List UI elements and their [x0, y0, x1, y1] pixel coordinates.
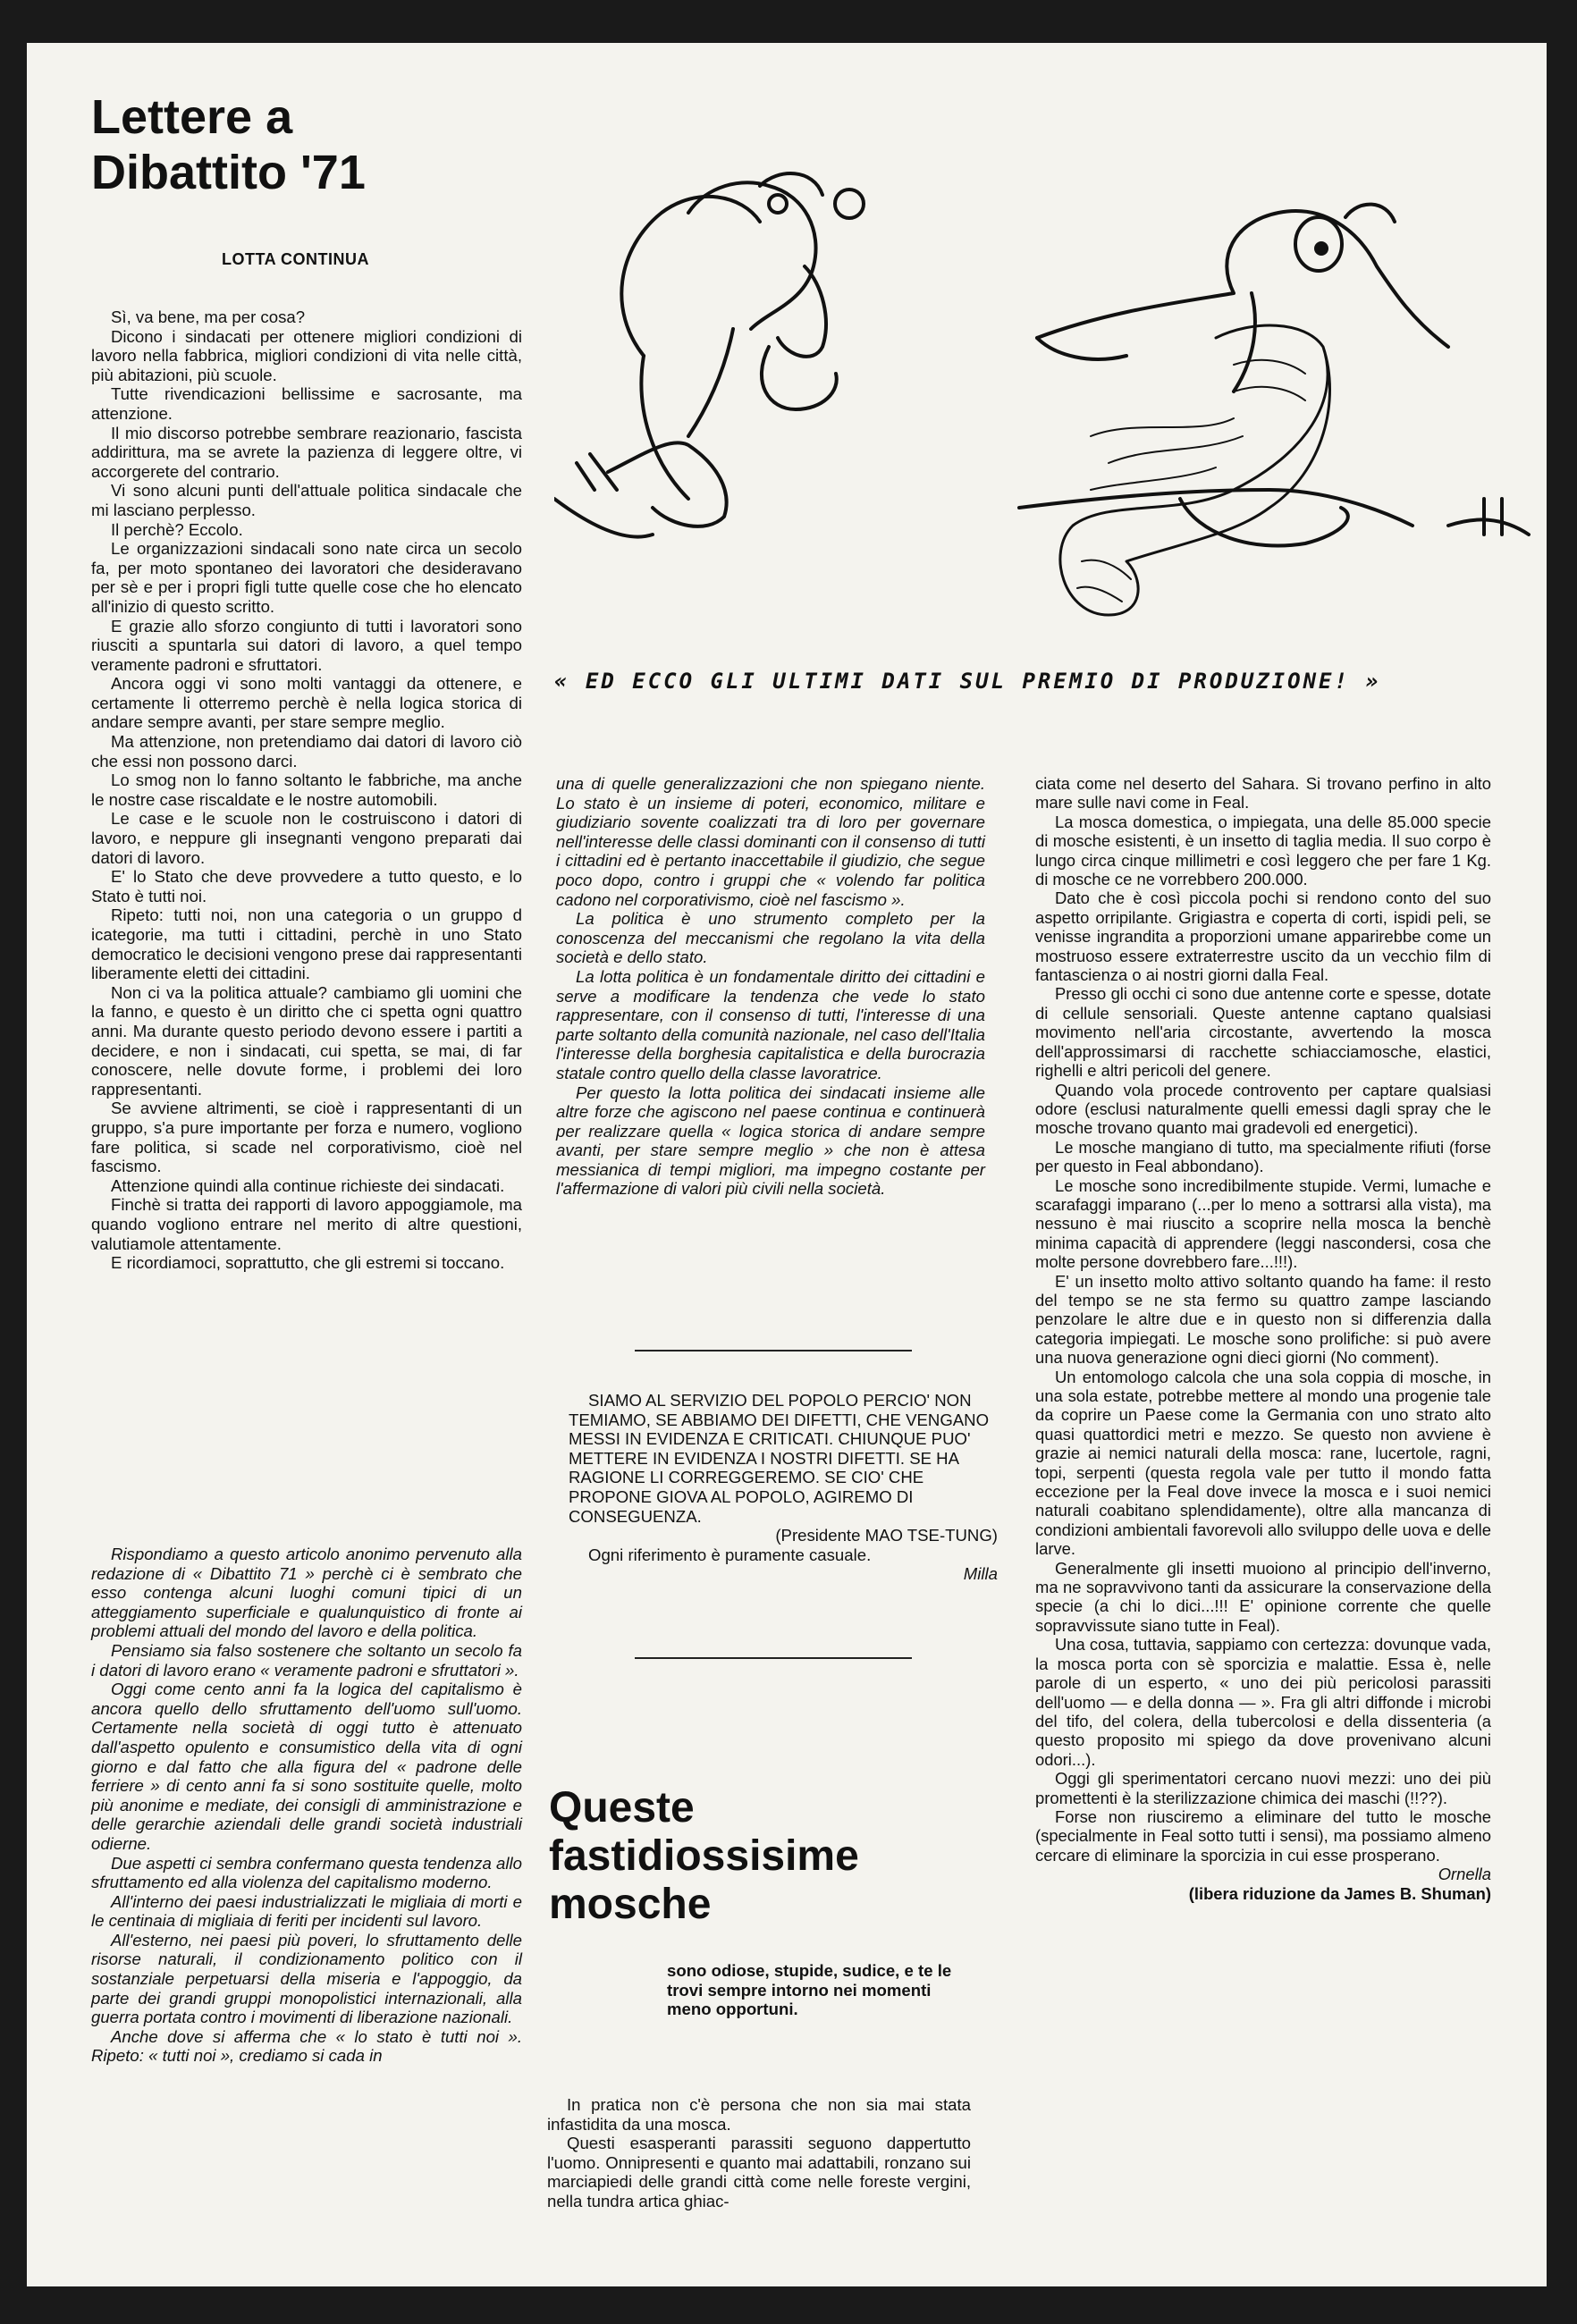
paragraph: Lo smog non lo fanno soltanto le fabbriche, ma anche le nostre case riscaldate e le nostre automobili. [91, 770, 522, 809]
paragraph: Per questo la lotta politica dei sindacati insieme alle altre forze che agiscono nel paese continua e continuerà per realizzare quella « logica storica di andare sempre avanti, per stare sempre meglio » che non è attesa messianica di tempi migliori, ma impegno costante per l'affermazione di valori più civili nella società. [556, 1082, 985, 1199]
paragraph: Quando vola procede controvento per captare qualsiasi odore (esclusi naturalmente quelli emessi dagli spray che le mosche trovano quanto mai gradevoli ed energetici). [1035, 1080, 1491, 1138]
paragraph: una di quelle generalizzazioni che non spiegano niente. Lo stato è un insieme di poteri, economico, militare e giudiziario sovente coalizzati tra di loro per governare nell'interesse delle classi dominanti con il consenso di tutti i cittadini ed è pertanto inaccettabile il giudizio, che segue poco dopo, contro i gruppi che « volendo far politica cadono nel corporativismo, cioè nel fascismo ». [556, 774, 985, 909]
paragraph: In pratica non c'è persona che non sia mai stata infastidita da una mosca. [547, 2095, 971, 2134]
paragraph: Oggi come cento anni fa la logica del capitalismo è ancora quello dello sfruttamento dell'uomo sull'uomo. Certamente nella società di oggi tutto è attenuato dall'aspetto opulento e consumistico della vita di ogni giorno e dal fatto che alla figura del « padrone delle ferriere » di cento anni fa si sono sostituite quelle, molto più anonime e mediate, dei consigli di amministrazione e delle gerarchie aziendali delle grandi società industriali odierne. [91, 1680, 522, 1853]
paragraph: La politica è uno strumento completo per la conoscenza del meccanismi che regolano la vita della società e dello stato. [556, 909, 985, 967]
paragraph: Dicono i sindacati per ottenere migliori condizioni di lavoro nella fabbrica, migliori condizioni di vita nelle città, più abitazioni, più scuole. [91, 326, 522, 384]
paragraph: Le mosche mangiano di tutto, ma specialmente rifiuti (forse per questo in Feal abbondano). [1035, 1137, 1491, 1176]
article-lede: sono odiose, stupide, sudice, e te le trovi sempre intorno nei momenti meno opportuni. [667, 1961, 952, 2019]
paragraph: Le case e le scuole non le costruiscono i datori di lavoro, e neppure gli insegnanti vengono preparati dai datori di lavoro. [91, 809, 522, 867]
paragraph: Forse non riusciremo a eliminare del tutto le mosche (specialmente in Feal sotto tutti i sensi), ma possiamo almeno cercare di eliminare la sporcizia in cui esse prosperano. [1035, 1806, 1491, 1865]
mao-quote-text: SIAMO AL SERVIZIO DEL POPOLO PERCIO' NON TEMIAMO, SE ABBIAMO DEI DIFETTI, CHE VENGANO MESSI IN EVIDENZA E CRITICATI. CHIUNQUE PUO' METTERE IN EVIDENZA I NOSTRI DIFETTI. SE HA RAGIONE LI CORREGGEREMO. SE CIO' CHE PROPONE GIOVA AL POPOLO, AGIREMO DI CONSEGUENZA. [569, 1391, 990, 1526]
paragraph: Un entomologo calcola che una sola coppia di mosche, in una sola estate, potrebbe mettere al mondo una progenie tale da coprire un Paese come la Germania con uno strato alto quasi quattordici metri e mezzo. Se questo non avviene è grazie ai nemici naturali della mosca: rane, lucertole, ragni, topi, serpenti (questa regola vale per tutto il mondo fatta eccezione per la Feal dove invece la mosca e i suoi nemici naturali coabitano splendidamente), oltre alla mancanza di condizioni ambientali favorevoli allo sviluppo delle uova e delle larve. [1035, 1367, 1491, 1559]
paragraph: Anche dove si afferma che « lo stato è tutti noi ». Ripeto: « tutti noi », crediamo si cada in [91, 2026, 522, 2066]
casual-note: Ogni riferimento è puramente casuale. [588, 1545, 872, 1564]
signature-ornella: Ornella [1438, 1865, 1491, 1884]
paragraph: Sì, va bene, ma per cosa? [111, 307, 306, 326]
cartoon-caption: « ED ECCO GLI ULTIMI DATI SUL PREMIO DI PRODUZIONE! » [554, 669, 1381, 694]
paragraph: Due aspetti ci sembra confermano questa tendenza allo sfruttamento ed alla violenza del capitalismo moderno. [91, 1853, 522, 1892]
mosche-column-3 [1035, 774, 1491, 1903]
paragraph: Non ci va la politica attuale? cambiamo gli uomini che la fanno, e questo è un diritto che ci spetta ogni quattro anni. Ma durante questo periodo devono essere i partiti a decidere, e non i sindacati, cui spetta, se mai, di far conoscere, nelle dovute forme, i problemi dei loro rappresentanti. [91, 982, 522, 1099]
paragraph: E' un insetto molto attivo soltanto quando ha fame: il resto del tempo se ne sta fermo su quattro zampe lasciando penzolare le altre due e in questo non si differenzia dalla categoria impiegati. Le mosche sono prolifiche: si può avere una nuova generazione ogni dieci giorni (No comment). [1035, 1271, 1491, 1368]
paragraph: Vi sono alcuni punti dell'attuale politica sindacale che mi lasciano perplesso. [91, 481, 522, 519]
reply-column-2 [556, 774, 985, 1199]
cartoon-illustration [554, 114, 1547, 686]
paragraph: All'esterno, nei paesi più poveri, lo sfruttamento delle risorse naturali, il condizionamento politico con il sostanziale perpetuarsi della miseria e l'appoggio, da parte dei grandi gruppi monopolistici internazionali, alla guerra portata contro i movimenti di liberazione nazionali. [91, 1930, 522, 2027]
paragraph: ciata come nel deserto del Sahara. Si trovano perfino in alto mare sulle navi come in Feal. [1035, 774, 1491, 813]
article-headline: Queste fastidiossisime mosche [549, 1784, 859, 1928]
paragraph: Oggi gli sperimentatori cercano nuovi mezzi: uno dei più promettenti è la sterilizzazione chimica dei maschi (!!??). [1035, 1769, 1491, 1807]
paragraph: Le mosche sono incredibilmente stupide. Vermi, lumache e scarafaggi imparano (...per lo meno a sottrarsi alla vista), ma nessuno è mai riuscito a scoprire nella mosca la benchè minima capacità di apprendere (leggi nascondersi, cosa che molte persone dovrebbero fare...!!!). [1035, 1175, 1491, 1272]
paragraph: Una cosa, tuttavia, sappiamo con certezza: dovunque vada, la mosca porta con sè sporcizia e malattie. Essa è, nelle parole di un esperto, « uno dei più pericolosi parassiti dell'uomo — e della donna — ». Fra gli altri diffonde i microbi del tifo, del colera, della tubercolosi e della dissenteria (a questo proposito mi spiego da dove provenivano alcuni odori...). [1035, 1635, 1491, 1769]
mosche-column-2 [547, 2095, 971, 2211]
paragraph: Il perchè? Eccolo. [111, 519, 243, 539]
paragraph: Le organizzazioni sindacali sono nate circa un secolo fa, per moto spontaneo dei lavoratori che desideravano per sè e per i propri figli tutte quelle cose che ho elencato all'inizio di questo scritto. [91, 539, 522, 616]
divider-rule-1 [635, 1350, 912, 1351]
paragraph: Tutte rivendicazioni bellissime e sacrosante, ma attenzione. [91, 384, 522, 423]
paragraph: Ma attenzione, non pretendiamo dai datori di lavoro ciò che essi non possono darci. [91, 732, 522, 770]
paragraph: Dato che è così piccola pochi si rendono conto del suo aspetto orripilante. Grigiastra e coperta di corti, ispidi peli, se venisse ingrandita a proporzioni umane apparirebbe come un mostruoso essere extraterrestre uscito da un vecchio film di fantascienza o ai nostri giorni dalla Feal. [1035, 888, 1491, 985]
divider-rule-2 [635, 1657, 912, 1659]
letter-column [91, 307, 522, 1273]
paragraph: Questi esasperanti parassiti seguono dappertutto l'uomo. Onnipresenti e quanto mai adattabili, ronzano sui marciapiedi delle grandi città come nelle foreste vergini, nella tundra artica ghiac- [547, 2134, 971, 2210]
source-credit: (libera riduzione da James B. Shuman) [1188, 1883, 1491, 1903]
paragraph: Ripeto: tutti noi, non una categoria o un gruppo d icategorie, ma tutti i cittadini, perchè in uno Stato democratico le decisioni vengono prese dai rappresentanti liberamente eletti dei cittadini. [91, 905, 522, 983]
paragraph: Rispondiamo a questo articolo anonimo pervenuto alla redazione di « Dibattito 71 » perchè ci è sembrato che esso contenga alcuni luoghi comuni tipici di un atteggiamento superficiale e qualunquistico di fronte ai problemi attuali del mondo del lavoro e della politica. [91, 1545, 522, 1641]
paragraph: E' lo Stato che deve provvedere a tutto questo, e lo Stato è tutti noi. [91, 867, 522, 905]
signature-milla: Milla [963, 1564, 998, 1584]
paragraph: E ricordiamoci, soprattutto, che gli estremi si toccano. [111, 1253, 505, 1273]
page-title: Lettere a Dibattito '71 [91, 90, 366, 199]
newspaper-page [27, 43, 1547, 2286]
paragraph: Il mio discorso potrebbe sembrare reazionario, fascista addirittura, ma se avrete la pazienza di leggere oltre, vi accorgerete del contrario. [91, 423, 522, 481]
paragraph: All'interno dei paesi industrializzati le migliaia di morti e le centinaia di migliaia di feriti per incidenti sul lavoro. [91, 1891, 522, 1931]
paragraph: E grazie allo sforzo congiunto di tutti i lavoratori sono riusciti a spuntarla sui datori di lavoro, a quel tempo veramente padroni e sfruttatori. [91, 616, 522, 674]
paragraph: Se avviene altrimenti, se cioè i rappresentanti di un gruppo, s'a pure importante per forza e numero, vogliono fare politica, si scade nel corporativismo, cioè nel fascismo. [91, 1099, 522, 1176]
paragraph: Attenzione quindi alla continue richieste dei sindacati. [111, 1175, 505, 1195]
section-subtitle: LOTTA CONTINUA [222, 250, 369, 268]
mao-quote-box [569, 1391, 998, 1584]
mao-quote-source: (Presidente MAO TSE-TUNG) [775, 1526, 998, 1545]
paragraph: Generalmente gli insetti muoiono al principio dell'inverno, ma ne sopravvivono tanti da assicurare la conservazione della specie (a chi lo dici...!!! E' opinione corrente che quelle sopravvissute siano tutte in Feal). [1035, 1558, 1491, 1635]
paragraph: La lotta politica è un fondamentale diritto dei cittadini e serve a modificare la tendenza che vede lo stato rappresentare, con il consenso di tutti, l'interesse di una parte soltanto della comunità nazionale, nel caso dell'Italia l'interesse della borghesia capitalistica e della burocrazia statale contro quello della classe lavoratrice. [556, 966, 985, 1082]
reply-column-1 [91, 1545, 522, 2066]
paragraph: Pensiamo sia falso sostenere che soltanto un secolo fa i datori di lavoro erano « veramente padroni e sfruttatori ». [91, 1640, 522, 1680]
paragraph: Finchè si tratta dei rapporti di lavoro appoggiamole, ma quando vogliono entrare nel merito di altre questioni, valutiamole attentamente. [91, 1195, 522, 1253]
paragraph: Ancora oggi vi sono molti vantaggi da ottenere, e certamente li otterremo perchè è nella logica storica di andare sempre avanti, per stare sempre meglio. [91, 674, 522, 732]
paragraph: Presso gli occhi ci sono due antenne corte e spesse, dotate di cellule sensoriali. Queste antenne captano qualsiasi movimento nell'aria circostante, avvertendo la mosca dell'approssimarsi di racchette schiacciamosche, elastici, righelli e altri pericoli del genere. [1035, 984, 1491, 1081]
paragraph: La mosca domestica, o impiegata, una delle 85.000 specie di mosche esistenti, è un insetto di taglia media. Il suo corpo è lungo circa cinque millimetri e così leggero che per fare 1 Kg. di mosche ce ne vorrebbero 200.000. [1035, 812, 1491, 889]
